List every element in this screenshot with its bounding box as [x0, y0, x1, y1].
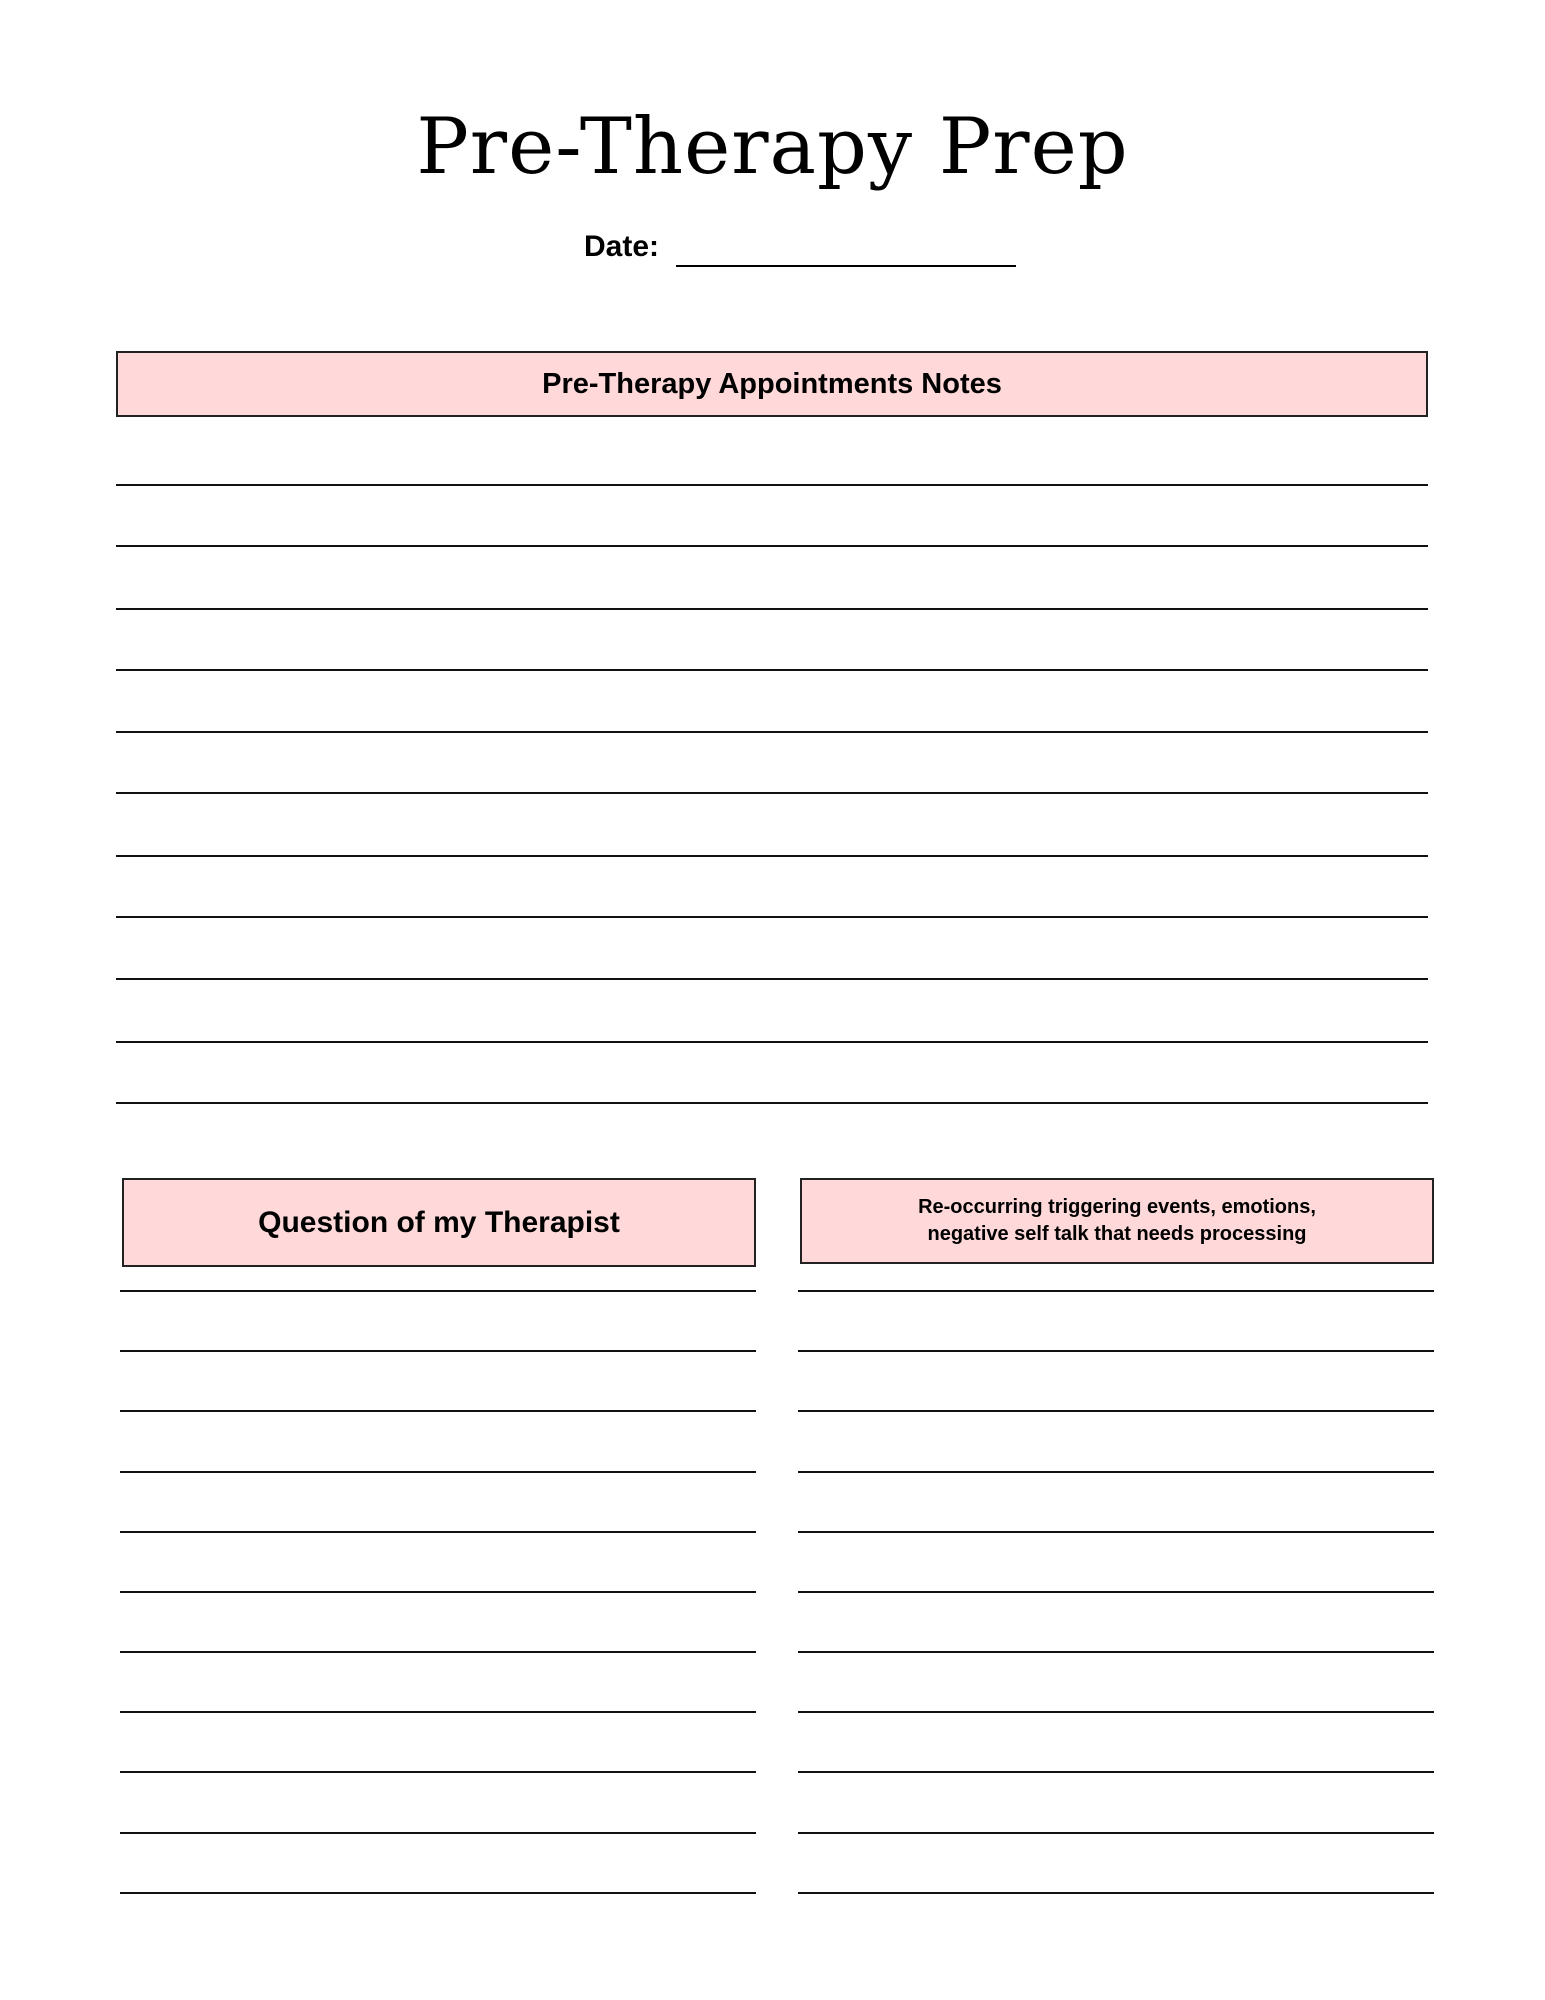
date-input-line[interactable] [676, 265, 1016, 267]
question-writing-line[interactable] [120, 1711, 756, 1713]
notes-writing-line[interactable] [116, 855, 1428, 857]
trigger-writing-line[interactable] [798, 1410, 1434, 1412]
notes-writing-line[interactable] [116, 978, 1428, 980]
triggers-heading-line-2: negative self talk that needs processing [927, 1223, 1307, 1245]
trigger-writing-line[interactable] [798, 1771, 1434, 1773]
trigger-writing-line[interactable] [798, 1651, 1434, 1653]
question-writing-line[interactable] [120, 1410, 756, 1412]
question-writing-line[interactable] [120, 1350, 756, 1352]
notes-writing-line[interactable] [116, 608, 1428, 610]
appointment-notes-header [116, 351, 1428, 417]
questions-header [122, 1178, 756, 1267]
notes-writing-line[interactable] [116, 669, 1428, 671]
question-writing-line[interactable] [120, 1771, 756, 1773]
trigger-writing-line[interactable] [798, 1832, 1434, 1834]
question-writing-line[interactable] [120, 1531, 756, 1533]
notes-writing-line[interactable] [116, 484, 1428, 486]
trigger-writing-line[interactable] [798, 1591, 1434, 1593]
trigger-writing-line[interactable] [798, 1892, 1434, 1894]
question-writing-line[interactable] [120, 1290, 756, 1292]
date-label: Date: [584, 230, 660, 263]
trigger-writing-line[interactable] [798, 1471, 1434, 1473]
notes-writing-line[interactable] [116, 1102, 1428, 1104]
notes-writing-line[interactable] [116, 1041, 1428, 1043]
trigger-writing-line[interactable] [798, 1290, 1434, 1292]
trigger-writing-line[interactable] [798, 1711, 1434, 1713]
trigger-writing-line[interactable] [798, 1350, 1434, 1352]
question-writing-line[interactable] [120, 1892, 756, 1894]
triggers-header [800, 1178, 1434, 1264]
notes-writing-line[interactable] [116, 545, 1428, 547]
notes-writing-line[interactable] [116, 792, 1428, 794]
appointment-notes-heading: Pre-Therapy Appointments Notes [542, 367, 1002, 400]
trigger-writing-line[interactable] [798, 1531, 1434, 1533]
question-writing-line[interactable] [120, 1591, 756, 1593]
question-writing-line[interactable] [120, 1651, 756, 1653]
question-writing-line[interactable] [120, 1471, 756, 1473]
notes-writing-line[interactable] [116, 731, 1428, 733]
triggers-heading-line-1: Re-occurring triggering events, emotions, [918, 1196, 1316, 1218]
questions-heading: Question of my Therapist [258, 1205, 620, 1239]
notes-writing-line[interactable] [116, 916, 1428, 918]
page-title: Pre-Therapy Prep [416, 102, 1129, 192]
question-writing-line[interactable] [120, 1832, 756, 1834]
